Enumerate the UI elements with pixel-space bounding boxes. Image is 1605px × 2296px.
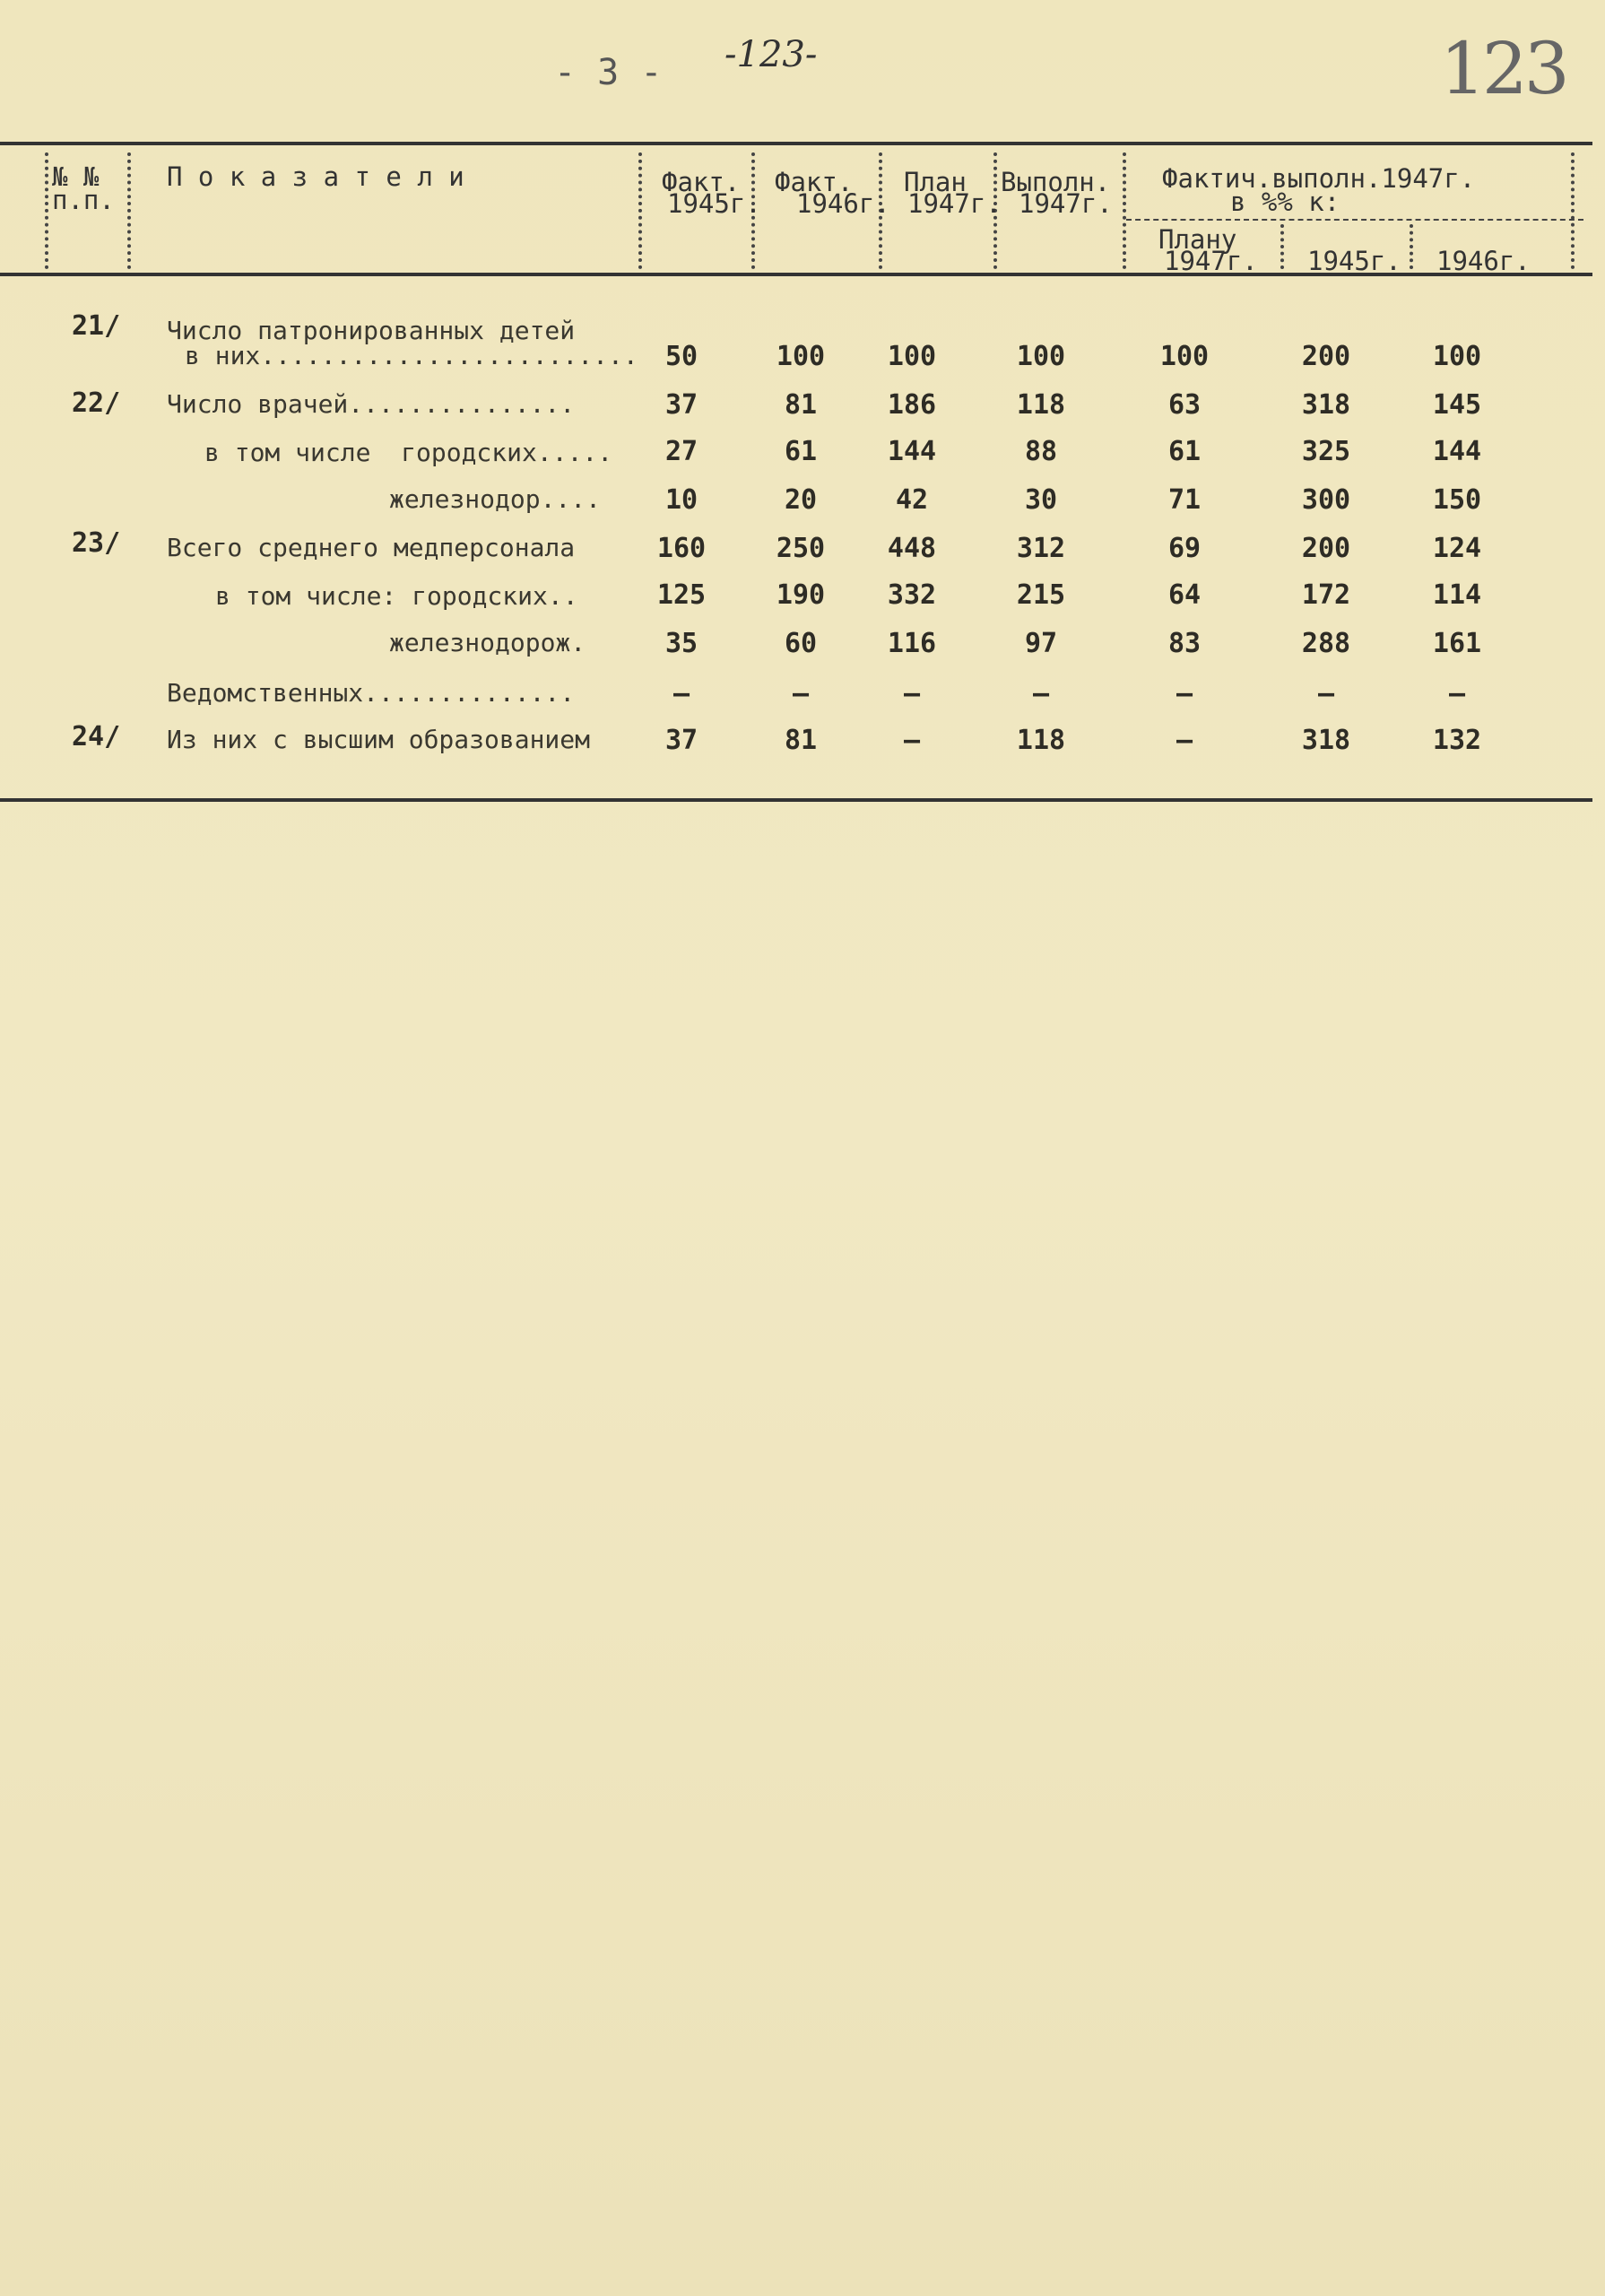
row-label: Число патронированных детей [167,316,576,345]
row-number: 22/ [72,387,121,419]
cell-pct-plan: 61 [1167,436,1202,467]
cell-pct-plan: – [1176,725,1193,756]
cell-plan1947: 186 [887,389,937,421]
cell-pct-1946: 124 [1432,533,1482,564]
cell-pct-1945: 288 [1301,628,1351,659]
cell-done1947: 97 [1024,628,1058,659]
row-number: 21/ [72,310,121,342]
cell-done1947: – [1032,678,1050,709]
cell-fact1946: 100 [776,341,826,372]
archive-page-number: 123 [1440,27,1566,110]
col-separator [1410,224,1413,269]
cell-pct-1945: 200 [1301,341,1351,372]
cell-fact1946: 81 [784,725,818,756]
cell-done1947: 215 [1016,579,1066,611]
cell-fact1946: 20 [784,484,818,516]
cell-pct-plan: 69 [1167,533,1202,564]
cell-done1947: 312 [1016,533,1066,564]
cell-pct-1945: 200 [1301,533,1351,564]
cell-pct-1945: 325 [1301,436,1351,467]
cell-pct-1946: – [1448,678,1466,709]
cell-fact1945: – [672,678,690,709]
cell-fact1945: 160 [656,533,707,564]
col-separator [1280,224,1284,269]
cell-plan1947: 448 [887,533,937,564]
cell-plan1947: 42 [895,484,929,516]
header-done-l1: Выполн. [1001,167,1111,197]
header-indicator: П о к а з а т е л и [167,161,464,192]
col-separator [1123,152,1126,269]
row-label: Всего среднего медперсонала [167,533,576,562]
cell-fact1945: 37 [664,725,698,756]
cell-plan1947: 100 [887,341,937,372]
cell-plan1947: – [903,725,921,756]
cell-done1947: 88 [1024,436,1058,467]
cell-pct-plan: 64 [1167,579,1202,611]
row-number: 24/ [72,721,121,752]
row-label: Ведомственных.............. [167,678,576,708]
cell-pct-plan: – [1176,678,1193,709]
cell-done1947: 100 [1016,341,1066,372]
cell-done1947: 118 [1016,725,1066,756]
cell-plan1947: 332 [887,579,937,611]
cell-pct-1946: 132 [1432,725,1482,756]
cell-pct-1946: 100 [1432,341,1482,372]
row-label: Из них с высшим образованием [167,725,591,754]
cell-fact1946: 60 [784,628,818,659]
row-label: в том числе: городских.. [215,581,578,611]
pct-subheader-rule [1126,219,1583,221]
page-marker: - 3 - [554,52,663,93]
table-bottom-rule [0,798,1592,802]
row-number: 23/ [72,527,121,559]
cell-pct-plan: 100 [1159,341,1210,372]
cell-pct-1945: 300 [1301,484,1351,516]
cell-pct-1945: 318 [1301,389,1351,421]
handwritten-page-number: -123- [724,34,818,75]
cell-fact1945: 35 [664,628,698,659]
header-pct-1945: 1945г. [1307,246,1401,276]
cell-plan1947: 116 [887,628,937,659]
cell-fact1946: 250 [776,533,826,564]
cell-pct-1945: – [1317,678,1335,709]
header-fact1945-l2: 1945г. [667,188,761,219]
cell-done1947: 118 [1016,389,1066,421]
header-pct-1946: 1946г. [1436,246,1531,276]
header-pct-group-l2: в %% к: [1230,187,1340,217]
header-fact1946-l1: Факт. [775,167,854,197]
header-plan-l1: План [904,167,967,197]
cell-fact1946: 61 [784,436,818,467]
cell-pct-plan: 83 [1167,628,1202,659]
col-separator [1571,152,1575,269]
table-top-rule [0,142,1592,145]
cell-fact1946: 81 [784,389,818,421]
header-no-line1: № № [52,161,100,192]
cell-fact1945: 125 [656,579,707,611]
header-fact1946-l2: 1946г. [796,188,890,219]
cell-fact1945: 27 [664,436,698,467]
cell-fact1945: 37 [664,389,698,421]
header-pct-plan-l1: Плану [1158,224,1237,255]
col-separator [638,152,642,269]
cell-pct-1946: 145 [1432,389,1482,421]
row-label: железнодорож. [389,628,586,657]
cell-plan1947: 144 [887,436,937,467]
row-label: Число врачей............... [167,389,576,419]
cell-pct-1945: 172 [1301,579,1351,611]
row-label: в том числе городских..... [204,438,613,467]
cell-pct-1946: 150 [1432,484,1482,516]
cell-plan1947: – [903,678,921,709]
cell-pct-1945: 318 [1301,725,1351,756]
cell-fact1946: 190 [776,579,826,611]
header-plan-l2: 1947г. [907,188,1002,219]
col-separator [127,152,131,269]
cell-pct-1946: 144 [1432,436,1482,467]
header-no-line2: п.п. [52,185,115,215]
cell-fact1945: 10 [664,484,698,516]
cell-fact1946: – [792,678,810,709]
cell-pct-plan: 71 [1167,484,1202,516]
cell-done1947: 30 [1024,484,1058,516]
header-pct-group-l1: Фактич.выполн.1947г. [1162,163,1476,194]
row-label-cont: в них......................... [185,341,638,370]
cell-fact1945: 50 [664,341,698,372]
row-label: железнодор.... [389,484,602,514]
cell-pct-1946: 114 [1432,579,1482,611]
cell-pct-plan: 63 [1167,389,1202,421]
header-pct-plan-l2: 1947г. [1164,246,1258,276]
header-done-l2: 1947г. [1019,188,1113,219]
header-fact1945-l1: Факт. [662,167,741,197]
col-separator [45,152,48,269]
cell-pct-1946: 161 [1432,628,1482,659]
